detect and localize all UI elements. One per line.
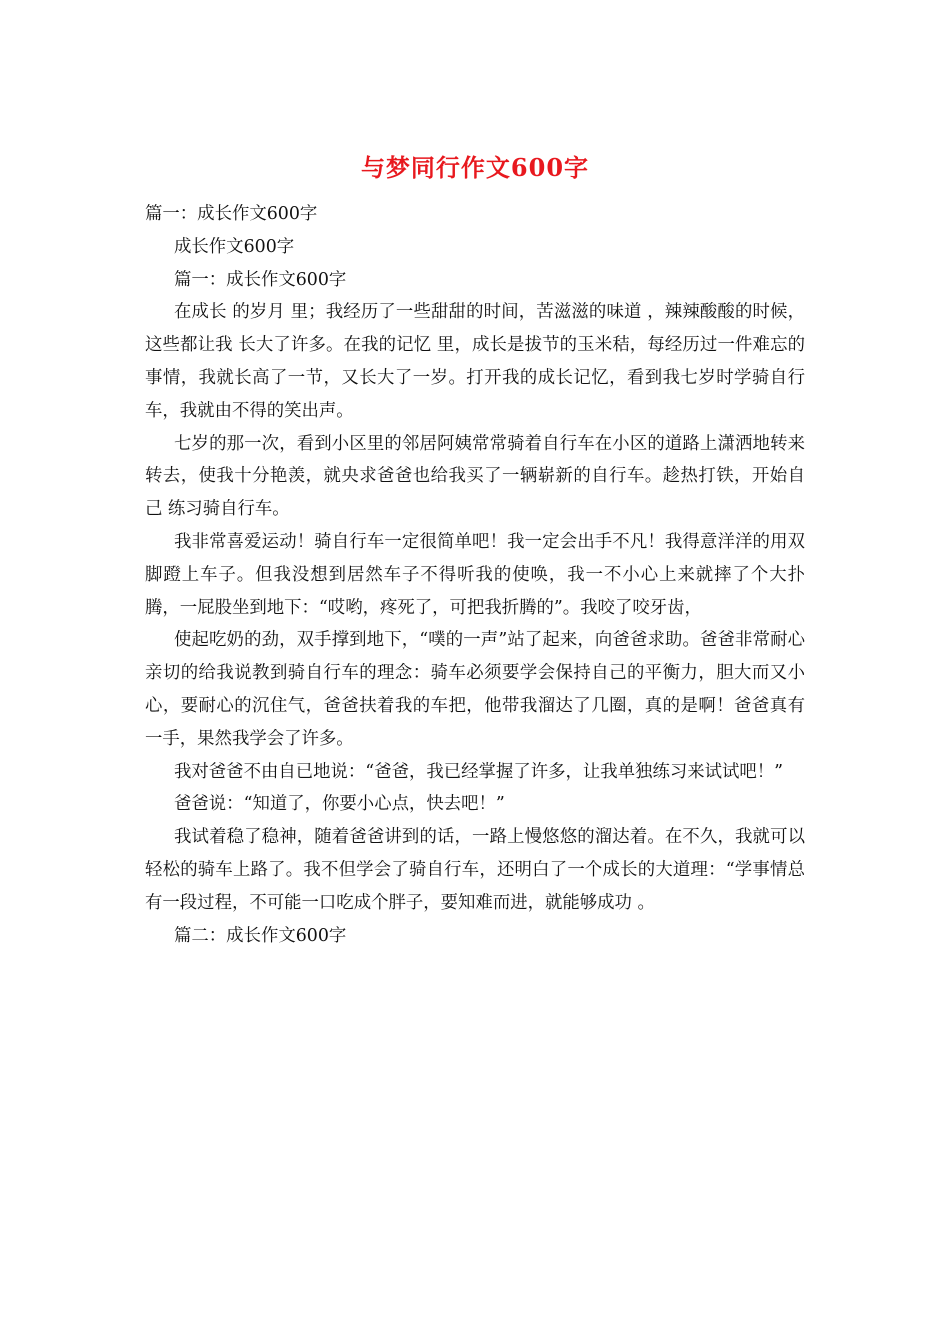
paragraph-section-heading: 篇二：成长作文600字 xyxy=(174,925,347,946)
document-title: 与梦同行作文600字 xyxy=(360,153,590,182)
paragraph: 我试着稳了稳神，随着爸爸讲到的话，一路上慢悠悠的溜达着。在不久，我就可以轻松的骑车上路了。我不但学会了骑自行车，还明白了一个成长的大道理：“学事情总有一段过程，不可能一口吃成个胖子，要知难而进，就能够成功 。 xyxy=(145,827,805,913)
paragraph: 爸爸说：“知道了，你要小心点，快去吧！” xyxy=(174,794,505,815)
paragraph-section-heading: 篇一：成长作文600字 xyxy=(145,204,318,224)
document-body xyxy=(145,198,805,952)
paragraph: 使起吃奶的劲，双手撑到地下，“噗的一声”站了起来，向爸爸求助。爸爸非常耐心亲切的给我说教到骑自行车的理念：骑车必须要学会保持自己的平衡力，胆大而又小心，要耐心的沉住气，爸爸扶着我的车把，他带我溜达了几圈，真的是啊！爸爸真有一手，果然我学会了许多。 xyxy=(145,630,805,749)
paragraph: 在成长 的岁月 里；我经历了一些甜甜的时间，苦滋滋的味道 ，辣辣酸酸的时候，这些都让我 长大了许多。在我的记忆 里，成长是拔节的玉米秸，每经历过一件难忘的事情，我就长高了一节，又长大了一岁。打开我的成长记忆，看到我七岁时学骑自行车，我就由不得的笑出声。 xyxy=(145,302,805,421)
paragraph: 我对爸爸不由自已地说：“爸爸，我已经掌握了许多，让我单独练习来试试吧！” xyxy=(174,761,784,782)
paragraph-section-heading: 篇一：成长作文600字 xyxy=(174,269,347,290)
paragraph: 七岁的那一次，看到小区里的邻居阿姨常常骑着自行车在小区的道路上潇洒地转来转去，使我十分艳羡，就央求爸爸也给我买了一辆崭新的自行车。趁热打铁，开始自己 练习骑自行车。 xyxy=(145,433,805,520)
paragraph: 我非常喜爱运动！骑自行车一定很简单吧！我一定会出手不凡！我得意洋洋的用双脚蹬上车子。但我没想到居然车子不得听我的使唤，我一不小心上来就摔了个大扑腾，一屁股坐到地下：“哎哟，疼死了，可把我折腾的”。我咬了咬牙齿， xyxy=(145,531,805,618)
paragraph-subtitle: 成长作文600字 xyxy=(174,236,295,257)
